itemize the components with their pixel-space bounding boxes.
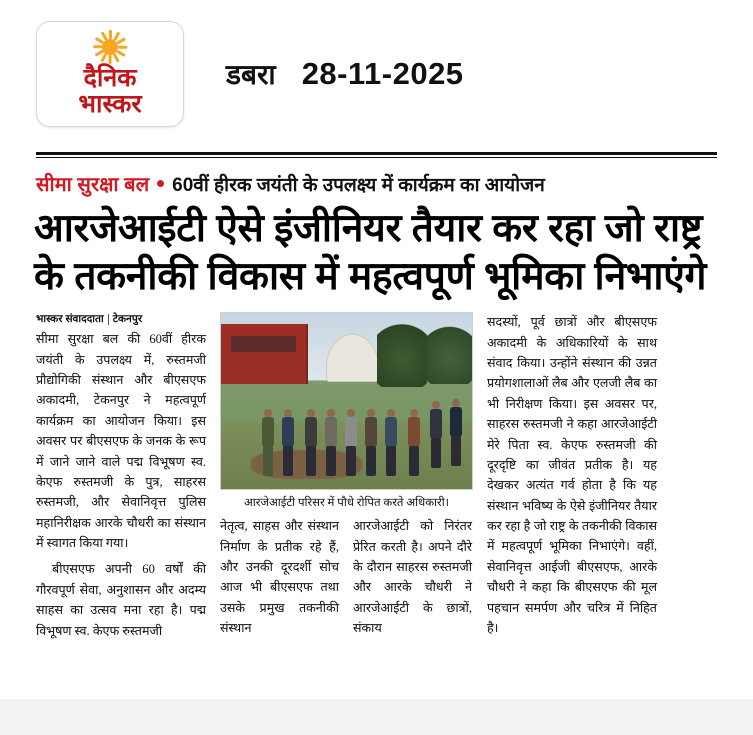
page-title xyxy=(34,205,723,300)
sun-icon xyxy=(93,30,127,64)
paragraph: सीमा सुरक्षा बल की 60वीं हीरक जयंती के उपलक्ष्य में, रुस्तमजी प्रौद्योगिकी संस्थान और बीएसएफ अकादमी, टेकनपुर ने महत्वपूर्ण कार्यक्रम का आयोजन किया। इस अवसर पर बीएसएफ के जनक के रूप में जाने जाने वाले पद्म विभूषण स्व. केएफ रुस्तमजी के पुत्र, साहरस रुस्तमजी, और सेवानिवृत्त पुलिस महानिरीक्षक आरके चौधरी का संस्थान में स्वागत किया गया। xyxy=(36,332,206,551)
byline-separator xyxy=(108,314,109,325)
officials-planting-sapling-photo xyxy=(220,312,473,490)
photo-caption: आरजेआईटी परिसर में पौधे रोपित करते अधिकारी। xyxy=(243,497,450,510)
article-body xyxy=(36,312,717,638)
article-column-left xyxy=(36,312,206,638)
dainik-bhaskar-logo xyxy=(36,21,184,127)
masthead xyxy=(0,0,753,130)
article-column-right xyxy=(487,312,657,636)
page-footer-strip xyxy=(0,699,753,735)
divider-thin xyxy=(36,157,717,158)
headline-line-2: के तकनीकी विकास में महत्वपूर्ण भूमिका निभाएंगे xyxy=(34,254,707,298)
article-photo-block xyxy=(220,312,473,510)
byline xyxy=(36,312,206,326)
logo-text-line2: भास्कर xyxy=(78,91,142,118)
byline-source: भास्कर संवाददाता xyxy=(36,313,104,326)
kicker-subtitle: 60वीं हीरक जयंती के उपलक्ष्य में कार्यक्रम का आयोजन xyxy=(172,175,545,196)
headline-line-1: आरजेआईटी ऐसे इंजीनियर तैयार कर रहा जो राष्ट्र xyxy=(34,207,703,250)
divider-thick xyxy=(36,152,717,155)
edition-date: 28-11-2025 xyxy=(301,56,464,91)
paragraph: नेतृत्व, साहस और संस्थान निर्माण के प्रतीक रहे हैं, और उनकी दूरदर्शी सोच आज भी बीएसएफ तथा उसके प्रमुख तकनीकी संस्थान xyxy=(220,519,339,636)
bullet-dot-icon xyxy=(157,180,164,187)
kicker-red-label: सीमा सुरक्षा बल xyxy=(36,174,150,196)
article-column-middle xyxy=(220,312,473,636)
edition-city: डबरा xyxy=(226,59,276,90)
byline-place: टेकनपुर xyxy=(112,313,143,326)
kicker xyxy=(36,170,717,197)
logo-text-line1: दैनिक xyxy=(83,64,137,92)
paragraph: सदस्यों, पूर्व छात्रों और बीएसएफ अकादमी के अधिकारियों के साथ संवाद किया। उन्होंने संस्थान की उन्नत प्रयोगशालाओं लैब और एलजी लैब का भी निरीक्षण किया। इस अवसर पर, साहरस रुस्तमजी ने कहा आरजेआईटी मेरे पिता स्व. केएफ रुस्तमजी की दूरदृष्टि का जीवंत प्रतीक है। यह देखकर अत्यंत गर्व होता है कि यह संस्थान भविष्य के ऐसे इंजीनियर तैयार कर रहा है जो राष्ट्र के तकनीकी विकास में महत्वपूर्ण भूमिका निभाएंगे। वहीं, सेवानिवृत्त आईजी बीएसएफ, आरके चौधरी ने कहा कि बीएसएफ की मूल पहचान समर्पण और चरित्र में निहित है। xyxy=(487,315,657,636)
paragraph: आरजेआईटी को निरंतर प्रेरित करती है। अपने दौरे के दौरान साहरस रुस्तमजी और आरके चौधरी ने आरजेआईटी के छात्रों, संकाय xyxy=(353,519,472,636)
paragraph: बीएसएफ अपनी 60 वर्षों की गौरवपूर्ण सेवा, अनुशासन और अदम्य साहस का उत्सव मना रहा है। पद्म विभूषण स्व. केएफ रुस्तमजी xyxy=(36,562,206,638)
